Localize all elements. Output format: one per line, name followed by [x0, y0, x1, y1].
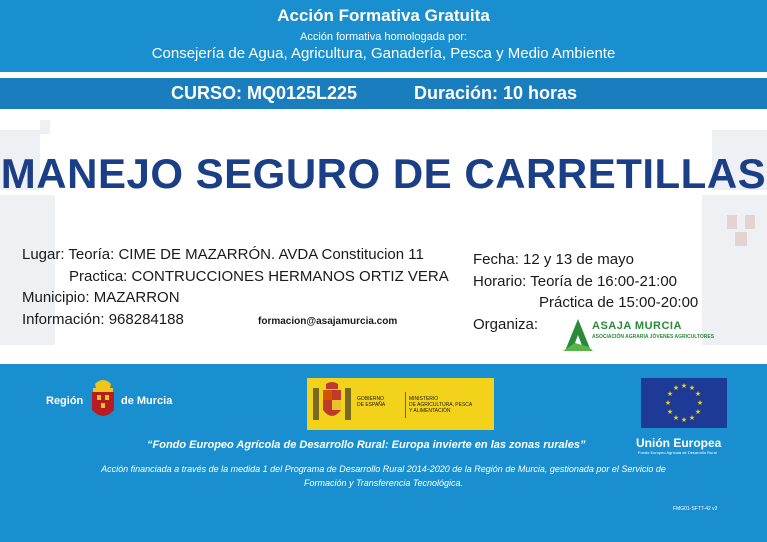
svg-text:★: ★ — [672, 384, 680, 392]
course-code: CURSO: MQ0125L225 — [171, 83, 358, 103]
feader-quote: “Fondo Europeo Agrícola de Desarrollo Rural: Europa invierte en las zonas rurales” — [147, 439, 586, 451]
ministry-text-line: Y ALIMENTACIÓN — [409, 408, 451, 414]
svg-text:★: ★ — [688, 414, 696, 422]
footer-band — [0, 364, 767, 542]
government-logo — [307, 378, 494, 430]
region-label-right: de Murcia — [121, 395, 173, 407]
fecha-text: Fecha: 12 y 13 de mayo — [473, 251, 634, 268]
footer-divider — [0, 356, 767, 364]
murcia-crest-icon — [88, 376, 118, 424]
svg-text:★: ★ — [680, 382, 688, 390]
practica-text: Practica: CONTRUCCIONES HERMANOS ORTIZ VERA — [69, 268, 449, 285]
header-band — [0, 0, 767, 72]
asaja-name: ASAJA MURCIA — [592, 320, 682, 332]
header-organization: Consejería de Agua, Agricultura, Ganadería, Pesca y Medio Ambiente — [151, 45, 616, 62]
header-subtitle: Acción formativa homologada por: — [300, 31, 467, 43]
gov-spain-text — [357, 396, 385, 408]
asaja-logo — [563, 317, 723, 353]
gov-text-line: DE ESPAÑA — [357, 402, 386, 408]
asaja-subtitle: ASOCIACIÓN AGRARIA JÓVENES AGRICULTORES — [592, 334, 715, 340]
financing-text-line-2: Formación y Transferencia Tecnológica. — [303, 478, 464, 488]
course-title: MANEJO SEGURO DE CARRETILLAS — [0, 150, 767, 197]
header-title: Acción Formativa Gratuita — [277, 6, 490, 25]
practica-horario-text: Práctica de 15:00-20:00 — [539, 294, 699, 311]
spain-coat-of-arms-icon — [311, 382, 353, 426]
ministry-text-line: DE AGRICULTURA, PESCA — [409, 402, 473, 408]
svg-text:★: ★ — [696, 399, 704, 407]
svg-text:★: ★ — [666, 408, 674, 416]
gov-separator — [405, 392, 406, 418]
svg-text:★: ★ — [666, 390, 674, 398]
svg-text:★: ★ — [694, 408, 702, 416]
eu-flag-icon — [641, 378, 727, 428]
gov-text-line: GOBIERNO — [357, 396, 384, 402]
organiza-label: Organiza: — [473, 316, 539, 333]
svg-text:★: ★ — [688, 384, 696, 392]
region-label-left: Región — [46, 395, 84, 407]
financing-text-line-1: Acción financiada a través de la medida 1 del Programa de Desarrollo Rural 2014-2020 de la Región de Murcia, gestionada por el Servicio de — [101, 464, 666, 474]
course-duration: Duración: 10 horas — [414, 83, 578, 103]
informacion-text: Información: 968284188 — [22, 311, 184, 328]
eu-name: Unión Europea — [636, 436, 722, 450]
ministry-text — [409, 396, 472, 414]
svg-text:★: ★ — [664, 399, 672, 407]
municipio-text: Municipio: MAZARRON — [22, 289, 180, 306]
horario-text: Horario: Teoría de 16:00-21:00 — [473, 273, 678, 290]
course-band — [0, 78, 767, 109]
contact-email[interactable]: formacion@asajamurcia.com — [258, 316, 398, 327]
svg-text:★: ★ — [672, 414, 680, 422]
svg-text:★: ★ — [694, 390, 702, 398]
asaja-a-icon — [563, 317, 593, 353]
document-code: FMG01-SFTT-42 v2 — [673, 506, 718, 512]
lugar-text: Lugar: Teoría: CIME DE MAZARRÓN. AVDA Constitucion 11 — [22, 246, 424, 263]
svg-text:★: ★ — [680, 416, 688, 424]
ministry-text-line: MINISTERIO — [409, 396, 439, 402]
eu-subtitle: Fondo Europeo Agrícola de Desarrollo Rural — [638, 450, 717, 455]
